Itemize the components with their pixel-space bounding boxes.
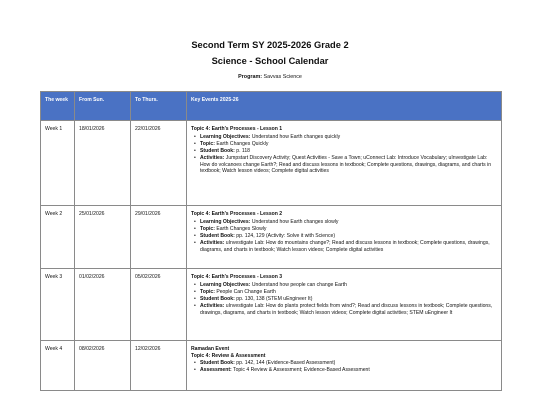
event-item-list xyxy=(191,360,497,374)
list-item xyxy=(200,141,497,148)
week-cell: Week 4 xyxy=(41,341,75,391)
item-label: Activities: xyxy=(200,303,225,310)
item-text: p. 118 xyxy=(236,147,251,154)
list-item xyxy=(200,233,497,240)
table-row xyxy=(41,269,502,341)
to-date-cell: 05/02/2026 xyxy=(131,269,187,341)
from-date-cell: 18/01/2026 xyxy=(75,121,131,206)
event-item-list xyxy=(191,282,497,317)
event-item-list xyxy=(191,219,497,254)
item-label: Student Book: xyxy=(200,147,235,154)
item-text: People Can Change Earth xyxy=(216,288,276,295)
program-label: Program: xyxy=(238,74,263,80)
item-text: uInvestigate Lab: How do plants protect fields from wind?; Read and discuss lessons in textbook; Complete questions, drawings, diagrams, and charts in textbook; Watch lesson videos; Complete digital activities; STEM uEngineer It xyxy=(200,303,493,316)
events-cell xyxy=(187,206,502,269)
event-subtitle: Topic 4: Review & Assessment xyxy=(191,352,266,359)
item-text: uInvestigate Lab: How do mountains change?; Read and discuss lessons in textbook; Complete questions, drawings, diagrams, and charts in textbook; Watch lesson videos; Complete digital activities xyxy=(200,240,490,253)
item-label: Student Book: xyxy=(200,360,235,367)
document-title: Second Term SY 2025-2026 Grade 2 xyxy=(191,40,349,50)
item-text: pp. 124, 129 (Activity: Solve it with Science) xyxy=(236,232,336,239)
list-item xyxy=(200,367,497,374)
item-label: Student Book: xyxy=(200,232,235,239)
item-label: Learning Objectives: xyxy=(200,218,251,225)
item-text: Understand how people can change Earth xyxy=(251,281,347,288)
event-title: Topic 4: Earth's Processes - Lesson 1 xyxy=(191,126,283,132)
week-cell: Week 1 xyxy=(41,121,75,206)
table-row xyxy=(41,206,502,269)
item-label: Assessment: xyxy=(200,367,232,374)
from-date-cell: 25/01/2026 xyxy=(75,206,131,269)
column-header-from: From Sun. xyxy=(75,92,131,121)
item-label: Learning Objectives: xyxy=(200,281,251,288)
column-header-week: The week xyxy=(41,92,75,121)
from-date-cell: 08/02/2026 xyxy=(75,341,131,391)
item-label: Topic: xyxy=(200,140,215,147)
item-text: Earth Changes Quickly xyxy=(216,140,269,147)
list-item xyxy=(200,303,497,316)
from-date-cell: 01/02/2026 xyxy=(75,269,131,341)
list-item xyxy=(200,155,497,175)
event-item-list xyxy=(191,134,497,175)
program-value: Savvas Science xyxy=(263,74,302,80)
list-item xyxy=(200,219,497,226)
program-line xyxy=(0,74,540,81)
item-text: Understand how Earth changes slowly xyxy=(251,218,339,225)
document-subtitle: Science - School Calendar xyxy=(211,56,329,66)
item-text: Earth Changes Slowly xyxy=(216,225,267,232)
table-row xyxy=(41,341,502,391)
to-date-cell: 22/01/2026 xyxy=(131,121,187,206)
column-header-events: Key Events 2025-26 xyxy=(187,92,502,121)
to-date-cell: 29/01/2026 xyxy=(131,206,187,269)
item-text: Jumpstart Discovery Activity; Quest Activities - Save a Town; uConnect Lab: Introduce Vocabulary; uInvestigate Lab: How do volcanoes change Earth?; Read and discuss lessons in textbook; Complete questions, drawings, diagrams, and charts in textbook; Watch lesson videos; Complete digital activities xyxy=(200,155,492,175)
list-item xyxy=(200,282,497,289)
item-text: Topic 4 Review & Assessment; Evidence-Based Assessment xyxy=(233,367,370,374)
list-item xyxy=(200,360,497,367)
item-label: Student Book: xyxy=(200,295,235,302)
calendar-table xyxy=(40,91,502,391)
event-title: Ramadan Event xyxy=(191,346,230,352)
list-item xyxy=(200,296,497,303)
item-text: pp. 130, 138 (STEM uEngineer It) xyxy=(236,295,313,302)
item-label: Topic: xyxy=(200,288,215,295)
list-item xyxy=(200,226,497,233)
table-header-row xyxy=(41,92,502,121)
list-item xyxy=(200,240,497,253)
to-date-cell: 12/02/2026 xyxy=(131,341,187,391)
event-title: Topic 4: Earth's Processes - Lesson 2 xyxy=(191,211,283,217)
events-cell xyxy=(187,269,502,341)
item-label: Activities: xyxy=(200,240,225,247)
list-item xyxy=(200,148,497,155)
events-cell xyxy=(187,341,502,391)
item-label: Learning Objectives: xyxy=(200,133,251,140)
table-row xyxy=(41,121,502,206)
item-text: pp. 142, 144 (Evidence-Based Assessment) xyxy=(236,360,336,367)
list-item xyxy=(200,289,497,296)
week-cell: Week 2 xyxy=(41,206,75,269)
item-label: Activities: xyxy=(200,155,225,162)
column-header-to: To Thurs. xyxy=(131,92,187,121)
week-cell: Week 3 xyxy=(41,269,75,341)
event-title: Topic 4: Earth's Processes - Lesson 3 xyxy=(191,274,283,280)
item-label: Topic: xyxy=(200,225,215,232)
list-item xyxy=(200,134,497,141)
events-cell xyxy=(187,121,502,206)
item-text: Understand how Earth changes quickly xyxy=(251,133,341,140)
